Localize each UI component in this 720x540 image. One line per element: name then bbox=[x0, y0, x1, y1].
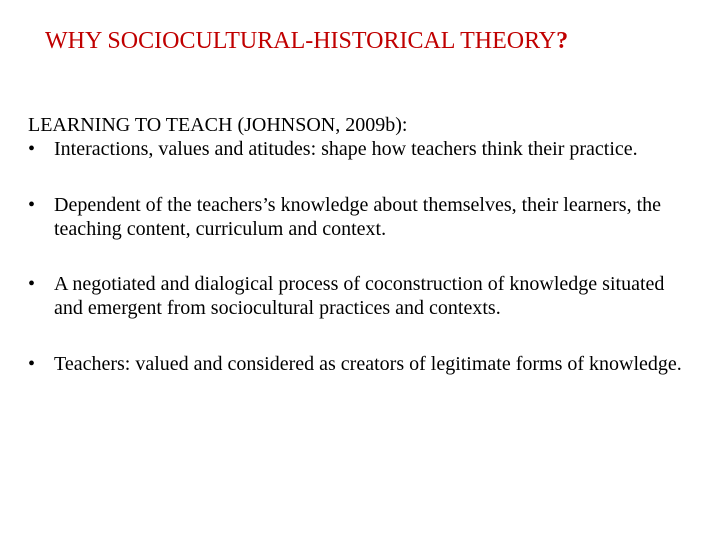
slide-title-question-mark: ? bbox=[556, 28, 569, 54]
slide-body bbox=[28, 113, 688, 376]
bullet-marker: • bbox=[28, 353, 36, 375]
bullet-item bbox=[28, 352, 688, 376]
bullet-marker: • bbox=[28, 194, 36, 216]
bullet-text: Dependent of the teachers’s knowledge about themselves, their learners, the teaching content, curriculum and context. bbox=[54, 194, 662, 240]
slide-title bbox=[45, 26, 685, 57]
bullet-item bbox=[28, 272, 688, 320]
bullet-text: Interactions, values and atitudes: shape how teachers think their practice. bbox=[54, 138, 638, 160]
bullet-marker: • bbox=[28, 138, 36, 160]
bullet-text: Teachers: valued and considered as creators of legitimate forms of knowledge. bbox=[54, 353, 682, 375]
slide-title-text: WHY SOCIOCULTURAL-HISTORICAL THEORY bbox=[45, 28, 557, 54]
bullet-list bbox=[28, 137, 688, 376]
bullet-text: A negotiated and dialogical process of coconstruction of knowledge situated and emergent from sociocultural practices and contexts. bbox=[54, 273, 665, 319]
bullet-item bbox=[28, 137, 688, 161]
slide-subheading: LEARNING TO TEACH (JOHNSON, 2009b): bbox=[28, 114, 408, 136]
bullet-marker: • bbox=[28, 273, 36, 295]
bullet-item bbox=[28, 193, 688, 241]
